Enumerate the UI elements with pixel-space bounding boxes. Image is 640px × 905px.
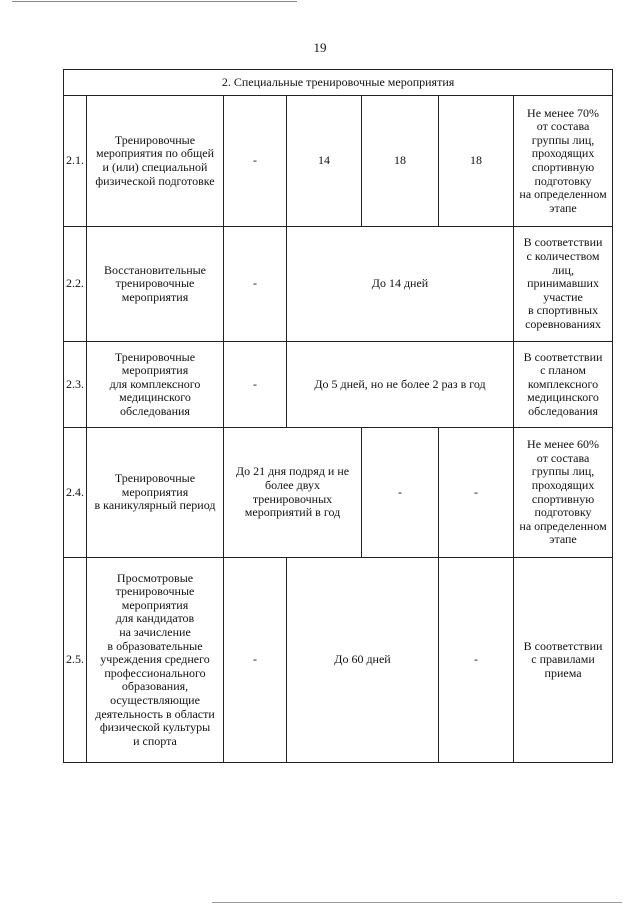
page-number: 19 (313, 40, 327, 55)
training-events-table (63, 69, 613, 763)
merged-value-cell: До 14 дней (287, 227, 514, 342)
note-cell: В соответствии с планом комплексного медицинского обследования (514, 342, 613, 428)
scan-artifact-line (12, 1, 297, 2)
table-row (64, 558, 613, 763)
row-number: 2.4. (64, 428, 87, 558)
note-cell: В соответствии с количеством лиц, принимавших участие в спортивных соревнованиях (514, 227, 613, 342)
section-header-row (64, 70, 613, 96)
table-row (64, 342, 613, 428)
value-cell: 18 (439, 96, 514, 227)
event-name: Тренировочные мероприятия по общей и (или) специальной физической подготовке (87, 96, 224, 227)
value-cell: 18 (362, 96, 439, 227)
merged-value-cell: До 21 дня подряд и не более двух тренировочных мероприятий в год (224, 428, 362, 558)
value-cell: - (439, 558, 514, 763)
note-cell: В соответствии с правилами приема (514, 558, 613, 763)
event-name: Тренировочные мероприятия в каникулярный период (87, 428, 224, 558)
value-cell: - (224, 96, 287, 227)
row-number: 2.5. (64, 558, 87, 763)
note-cell: Не менее 60% от состава группы лиц, проходящих спортивную подготовку на определенном этапе (514, 428, 613, 558)
value-cell: - (224, 227, 287, 342)
row-number: 2.3. (64, 342, 87, 428)
value-cell: - (439, 428, 514, 558)
table-row (64, 227, 613, 342)
value-cell: - (224, 342, 287, 428)
note-cell: Не менее 70% от состава группы лиц, проходящих спортивную подготовку на определенном этапе (514, 96, 613, 227)
table-row (64, 428, 613, 558)
row-number: 2.2. (64, 227, 87, 342)
event-name: Просмотровые тренировочные мероприятия для кандидатов на зачисление в образовательные учреждения среднего профессионального образования, осуществляющие деятельность в области физической культуры и спорта (87, 558, 224, 763)
event-name: Восстановительные тренировочные мероприятия (87, 227, 224, 342)
row-number: 2.1. (64, 96, 87, 227)
value-cell: - (362, 428, 439, 558)
event-name: Тренировочные мероприятия для комплексного медицинского обследования (87, 342, 224, 428)
value-cell: 14 (287, 96, 362, 227)
value-cell: - (224, 558, 287, 763)
merged-value-cell: До 5 дней, но не более 2 раз в год (287, 342, 514, 428)
section-title: 2. Специальные тренировочные мероприятия (64, 70, 613, 96)
table-row (64, 96, 613, 227)
merged-value-cell: До 60 дней (287, 558, 439, 763)
scan-artifact-line (212, 902, 622, 903)
